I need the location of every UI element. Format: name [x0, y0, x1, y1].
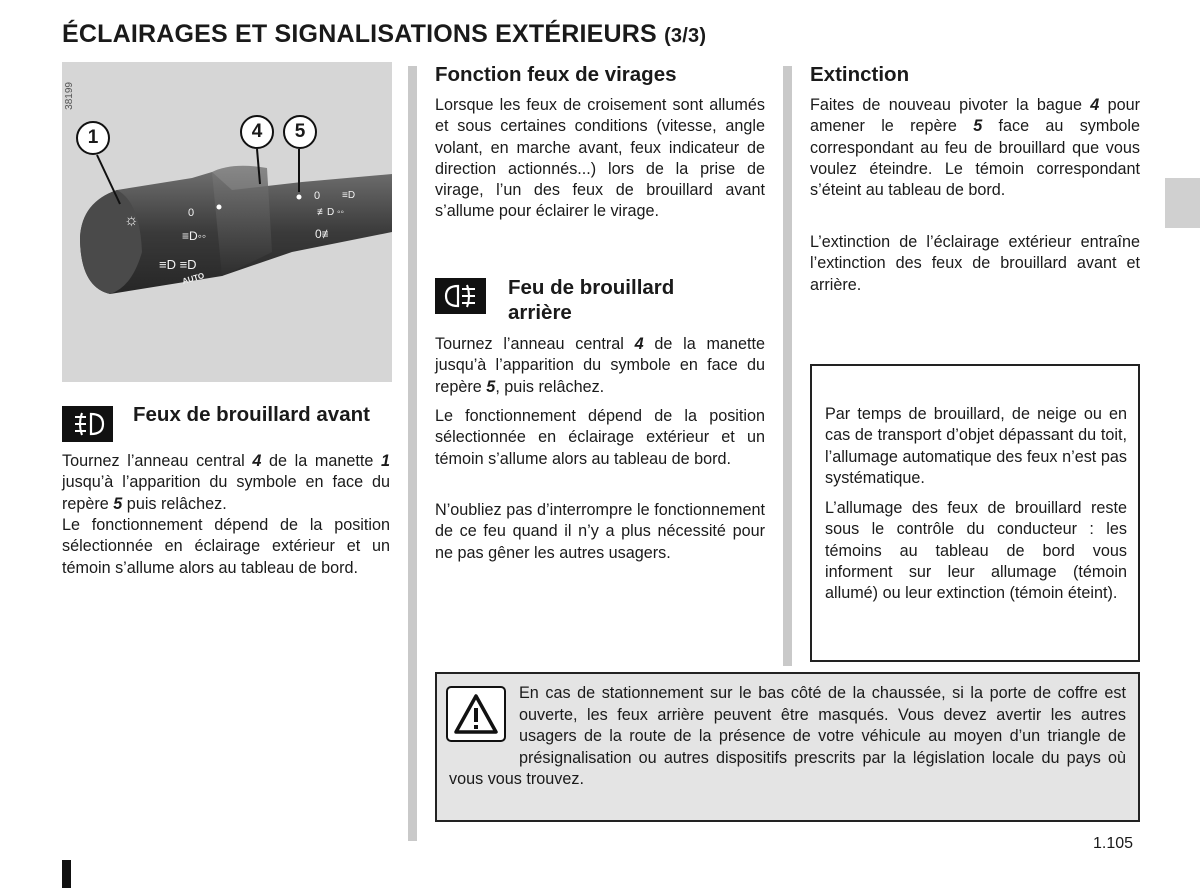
column-divider-right — [783, 66, 792, 666]
stalk-fog-icon-2: ≡D — [342, 190, 356, 201]
rear-fog-light-icon — [435, 278, 486, 314]
chapter-tab — [1165, 178, 1200, 228]
page-number: 1.105 — [1093, 835, 1134, 852]
front-fog-light-icon — [62, 406, 113, 442]
warning-text: En cas de stationnement sur le bas côté de la chaussée, si la porte de coffre est ouverte, les feux arrière peuvent être masqués. Vous devez avertir les autres usagers de la route de la présence de votre véhicule au moyen d’un triangle de présignalisation ou autres dispositifs prescrits par la législation locale du pays où vous vous trouvez. — [449, 684, 1126, 788]
extinction-heading: Extinction — [810, 63, 910, 86]
front-fog-paragraph-2: Le fonctionnement dépend de la position sélectionnée en éclairage extérieur et un témoin s’allume alors au tableau de bord. — [62, 516, 390, 577]
callout-5: 5 — [283, 115, 317, 149]
rear-fog-paragraph-3: N’oubliez pas d’interrompre le fonctionnement de ce feu quand il n’y a plus nécessité pour ne pas gêner les autres usagers. — [435, 501, 765, 562]
dipped-beam-icon: ≡D◦◦ — [182, 229, 207, 243]
stalk-fog-icon: ≢D ◦◦ — [317, 207, 345, 218]
main-beam-icon: ≡D ≡D — [159, 257, 197, 272]
stalk-rear-fog-icon: 0≢ — [315, 227, 334, 241]
page-title-suffix: (3/3) — [664, 25, 707, 47]
position-zero-label: 0 — [188, 207, 195, 219]
rear-fog-paragraph-1: Tournez l’anneau central 4 de la manette jusqu’à l’apparition du symbole en face du repère 5, puis relâchez. — [435, 335, 766, 396]
warning-box — [435, 672, 1140, 822]
rear-fog-paragraph-2: Le fonctionnement dépend de la position sélectionnée en éclairage extérieur et un témoin s’allume alors au tableau de bord. — [435, 407, 765, 468]
page-title-text: ÉCLAIRAGES ET SIGNALISATIONS EXTÉRIEURS — [62, 20, 657, 48]
note-paragraph-2: L’allumage des feux de brouillard reste sous le contrôle du conducteur : les témoins au tableau de bord vous informent sur leur allumage (témoin allumé) ou leur extinction (témoin éteint). — [825, 499, 1127, 603]
figure-code: 38199 — [64, 82, 75, 110]
page-edge-mark — [62, 860, 71, 888]
cornering-lights-paragraph: Lorsque les feux de croisement sont allumés et sous certaines conditions (vitesse, angle volant, en marche avant, feux indicateur de direction actionnés...) lors de la prise de virage, l’un des feux de brouillard avant s’allume pour éclairer le virage. — [435, 96, 765, 221]
column-divider-left — [408, 66, 417, 841]
position-zero-label-2: 0 — [314, 190, 321, 202]
callout-leaders — [62, 62, 392, 382]
note-box — [810, 364, 1140, 662]
rear-fog-heading: Feu de brouillard arrière — [508, 276, 675, 324]
note-paragraph-1: Par temps de brouillard, de neige ou en cas de transport d’objet dépassant du toit, l’allumage automatique des feux n’est pas systématique. — [825, 405, 1127, 487]
warning-triangle-icon — [446, 686, 506, 742]
extinction-paragraph-1: Faites de nouveau pivoter la bague 4 pour amener le repère 5 face au symbole correspondant au feu de brouillard que vous voulez éteindre. Le témoin correspondant s’éteint au tableau de bord. — [810, 96, 1140, 200]
front-fog-paragraph-1: Tournez l’anneau central 4 de la manette 1 jusqu’à l’apparition du symbole en face du repère 5 puis relâchez. — [62, 452, 390, 513]
cornering-lights-heading: Fonction feux de virages — [435, 63, 677, 86]
front-fog-heading: Feux de brouillard avant — [133, 403, 370, 426]
page-title — [62, 20, 706, 49]
callout-1: 1 — [76, 121, 110, 155]
extinction-paragraph-2: L’extinction de l’éclairage extérieur entraîne l’extinction des feux de brouillard avant et arrière. — [810, 233, 1140, 294]
light-symbol-icon: ☼ — [124, 212, 139, 229]
callout-4: 4 — [240, 115, 274, 149]
lighting-stalk-figure — [62, 62, 392, 382]
auto-label: AUTO — [181, 271, 206, 286]
